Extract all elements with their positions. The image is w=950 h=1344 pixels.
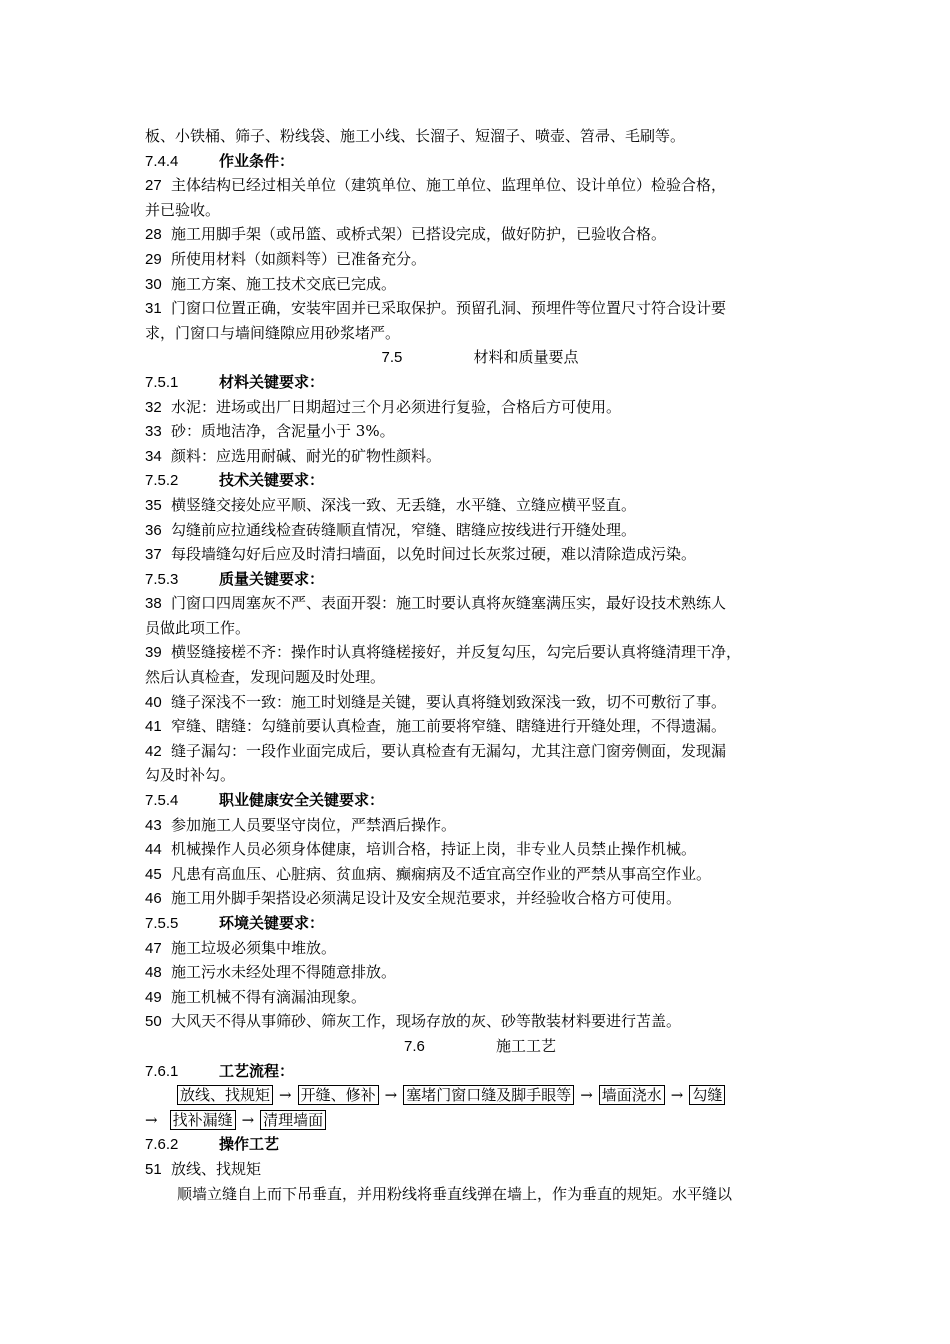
section-heading-7-4-4 <box>145 149 815 174</box>
arrow-icon: → <box>279 1086 292 1105</box>
list-item-34 <box>145 444 815 469</box>
item-number: 51 <box>145 1160 162 1178</box>
list-item-46 <box>145 886 815 911</box>
section-title: 工艺流程： <box>219 1061 295 1080</box>
item-number: 40 <box>145 693 162 711</box>
chapter-heading-7-6 <box>145 1034 815 1059</box>
arrow-icon: → <box>145 1110 158 1129</box>
section-number: 7.5.5 <box>145 915 179 932</box>
section-title: 质量关键要求： <box>219 569 325 588</box>
list-item-31 <box>145 296 815 321</box>
item-number: 38 <box>145 595 162 613</box>
list-item-37 <box>145 542 815 567</box>
list-item-29 <box>145 247 815 272</box>
item-number: 30 <box>145 275 162 293</box>
flow-step: 放线、找规矩 <box>177 1085 273 1105</box>
list-item-47 <box>145 936 815 961</box>
arrow-icon: → <box>670 1086 684 1105</box>
item-number: 36 <box>145 521 162 539</box>
list-item-45 <box>145 862 815 887</box>
item-text: 凡患有高血压、心脏病、贫血病、癫痫病及不适宜高空作业的严禁从事高空作业。 <box>171 864 712 883</box>
section-heading-7-6-1 <box>145 1059 815 1084</box>
item-text: 砂：质地洁净，含泥量小于 3%。 <box>171 422 395 441</box>
section-title: 操作工艺 <box>219 1135 280 1154</box>
list-item-36 <box>145 518 815 543</box>
item-number: 50 <box>145 1013 162 1031</box>
list-item-42-cont: 勾及时补勾。 <box>145 766 236 785</box>
item-number: 37 <box>145 546 162 564</box>
list-item-42 <box>145 739 815 764</box>
list-item-27-cont: 并已验收。 <box>145 200 221 219</box>
process-flow-row-1 <box>145 1083 815 1108</box>
flow-step: 开缝、修补 <box>298 1085 379 1105</box>
section-heading-7-5-3 <box>145 567 815 592</box>
chapter-number: 7.5 <box>381 349 403 367</box>
chapter-number: 7.6 <box>403 1037 425 1055</box>
list-item-40 <box>145 690 815 715</box>
item-text: 窄缝、瞎缝：勾缝前要认真检查，施工前要将窄缝、瞎缝进行开缝处理，不得遗漏。 <box>171 717 727 736</box>
item-number: 46 <box>145 890 162 908</box>
item-text: 门窗口位置正确，安装牢固并已采取保护。预留孔洞、预埋件等位置尺寸符合设计要 <box>171 299 727 318</box>
item-number: 29 <box>145 250 162 268</box>
flow-step: 塞堵门窗口缝及脚手眼等 <box>403 1085 574 1105</box>
list-item-30 <box>145 272 815 297</box>
list-item-27 <box>145 173 815 198</box>
list-item-51 <box>145 1157 815 1182</box>
item-number: 45 <box>145 865 162 883</box>
section-title: 职业健康安全关键要求： <box>219 791 385 810</box>
section-number: 7.5.1 <box>145 373 179 391</box>
item-text: 所使用材料（如颜料等）已准备充分。 <box>171 249 427 268</box>
item-text: 水泥：进场或出厂日期超过三个月必须进行复验，合格后方可使用。 <box>171 397 622 416</box>
list-item-39 <box>145 640 815 665</box>
arrow-icon: → <box>241 1110 255 1129</box>
list-item-38 <box>145 591 815 616</box>
arrow-icon: → <box>580 1086 593 1105</box>
item-text: 参加施工人员要坚守岗位，严禁酒后操作。 <box>171 815 457 834</box>
item-number: 48 <box>145 964 162 982</box>
item-text: 施工用外脚手架搭设必须满足设计及安全规范要求，并经验收合格方可使用。 <box>171 889 682 908</box>
item-text: 施工方案、施工技术交底已完成。 <box>171 274 397 293</box>
item-number: 44 <box>145 841 162 859</box>
item-text: 施工用脚手架（或吊篮、或桥式架）已搭设完成，做好防护，已验收合格。 <box>171 225 667 244</box>
item-number: 43 <box>145 816 162 834</box>
chapter-title: 施工工艺 <box>495 1036 556 1055</box>
item-number: 34 <box>145 447 162 465</box>
item-text: 施工污水未经处理不得随意排放。 <box>171 963 397 982</box>
item-text: 缝子深浅不一致：施工时划缝是关键，要认真将缝划致深浅一致，切不可敷衍了事。 <box>171 692 727 711</box>
list-item-39-cont: 然后认真检查，发现问题及时处理。 <box>145 668 386 687</box>
item-text: 横竖缝接槎不齐：操作时认真将缝槎接好，并反复勾压，勾完后要认真将缝清理干净， <box>171 643 742 662</box>
item-text: 门窗口四周塞灰不严、表面开裂：施工时要认真将灰缝塞满压实，最好设技术熟练人 <box>171 594 727 613</box>
section-heading-7-5-5 <box>145 911 815 936</box>
list-item-28 <box>145 222 815 247</box>
list-item-32 <box>145 395 815 420</box>
item-text: 主体结构已经过相关单位（建筑单位、施工单位、监理单位、设计单位）检验合格， <box>171 176 727 195</box>
flow-step: 清理墙面 <box>260 1110 326 1130</box>
item-number: 39 <box>145 644 162 662</box>
item-text: 放线、找规矩 <box>171 1159 262 1178</box>
item-text: 施工机械不得有滴漏油现象。 <box>171 987 367 1006</box>
list-item-31-cont: 求，门窗口与墙间缝隙应用砂浆堵严。 <box>145 323 401 342</box>
item-text: 横竖缝交接处应平顺、深浅一致、无丢缝，水平缝、立缝应横平竖直。 <box>171 495 637 514</box>
list-item-43 <box>145 813 815 838</box>
list-item-38-cont: 员做此项工作。 <box>145 618 251 637</box>
item-text: 机械操作人员必须身体健康，培训合格，持证上岗，非专业人员禁止操作机械。 <box>171 840 697 859</box>
list-item-48 <box>145 960 815 985</box>
section-number: 7.6.2 <box>145 1136 179 1154</box>
paragraph: 板、小铁桶、筛子、粉线袋、施工小线、长溜子、短溜子、喷壶、笤帚、毛刷等。 <box>145 127 686 145</box>
item-number: 47 <box>145 939 162 957</box>
item-number: 35 <box>145 496 162 514</box>
section-heading-7-6-2 <box>145 1132 815 1157</box>
section-title: 材料关键要求： <box>219 372 325 391</box>
chapter-title: 材料和质量要点 <box>473 348 579 367</box>
section-title: 环境关键要求： <box>219 914 325 932</box>
item-number: 42 <box>145 742 162 760</box>
section-title: 作业条件： <box>219 151 295 170</box>
item-text: 缝子漏勾：一段作业面完成后，要认真检查有无漏勾，尤其注意门窗旁侧面，发现漏 <box>171 741 727 760</box>
item-number: 27 <box>145 177 162 195</box>
list-item-35 <box>145 493 815 518</box>
item-number: 31 <box>145 300 162 318</box>
item-number: 33 <box>145 423 162 441</box>
item-text: 颜料：应选用耐碱、耐光的矿物性颜料。 <box>171 446 442 465</box>
section-number: 7.5.2 <box>145 472 179 490</box>
section-number: 7.5.4 <box>145 792 179 810</box>
process-flow-row-2 <box>145 1108 815 1133</box>
item-number: 32 <box>145 398 162 416</box>
paragraph: 顺墙立缝自上而下吊垂直，并用粉线将垂直线弹在墙上，作为垂直的规矩。水平缝以 <box>177 1184 733 1203</box>
item-text: 大风天不得从事筛砂、筛灰工作，现场存放的灰、砂等散装材料要进行苫盖。 <box>171 1012 682 1031</box>
section-heading-7-5-1 <box>145 370 815 395</box>
flow-step: 勾缝 <box>689 1085 725 1105</box>
flow-step: 墙面浇水 <box>599 1085 665 1105</box>
arrow-icon: → <box>384 1086 398 1105</box>
item-number: 41 <box>145 718 162 736</box>
document-page <box>145 124 815 1206</box>
item-number: 49 <box>145 988 162 1006</box>
section-number: 7.6.1 <box>145 1062 179 1080</box>
item-text: 施工垃圾必须集中堆放。 <box>171 938 337 957</box>
item-text: 每段墙缝勾好后应及时清扫墙面，以免时间过长灰浆过硬，难以清除造成污染。 <box>171 545 697 564</box>
item-text: 勾缝前应拉通线检查砖缝顺直情况，窄缝、瞎缝应按线进行开缝处理。 <box>171 520 637 539</box>
section-number: 7.4.4 <box>145 152 179 170</box>
list-item-50 <box>145 1009 815 1034</box>
list-item-33 <box>145 419 815 444</box>
item-number: 28 <box>145 226 162 244</box>
section-heading-7-5-2 <box>145 468 815 493</box>
section-number: 7.5.3 <box>145 570 179 588</box>
list-item-41 <box>145 714 815 739</box>
list-item-44 <box>145 837 815 862</box>
flow-step: 找补漏缝 <box>170 1110 236 1130</box>
chapter-heading-7-5 <box>145 345 815 370</box>
section-heading-7-5-4 <box>145 788 815 813</box>
list-item-49 <box>145 985 815 1010</box>
section-title: 技术关键要求： <box>219 471 325 490</box>
